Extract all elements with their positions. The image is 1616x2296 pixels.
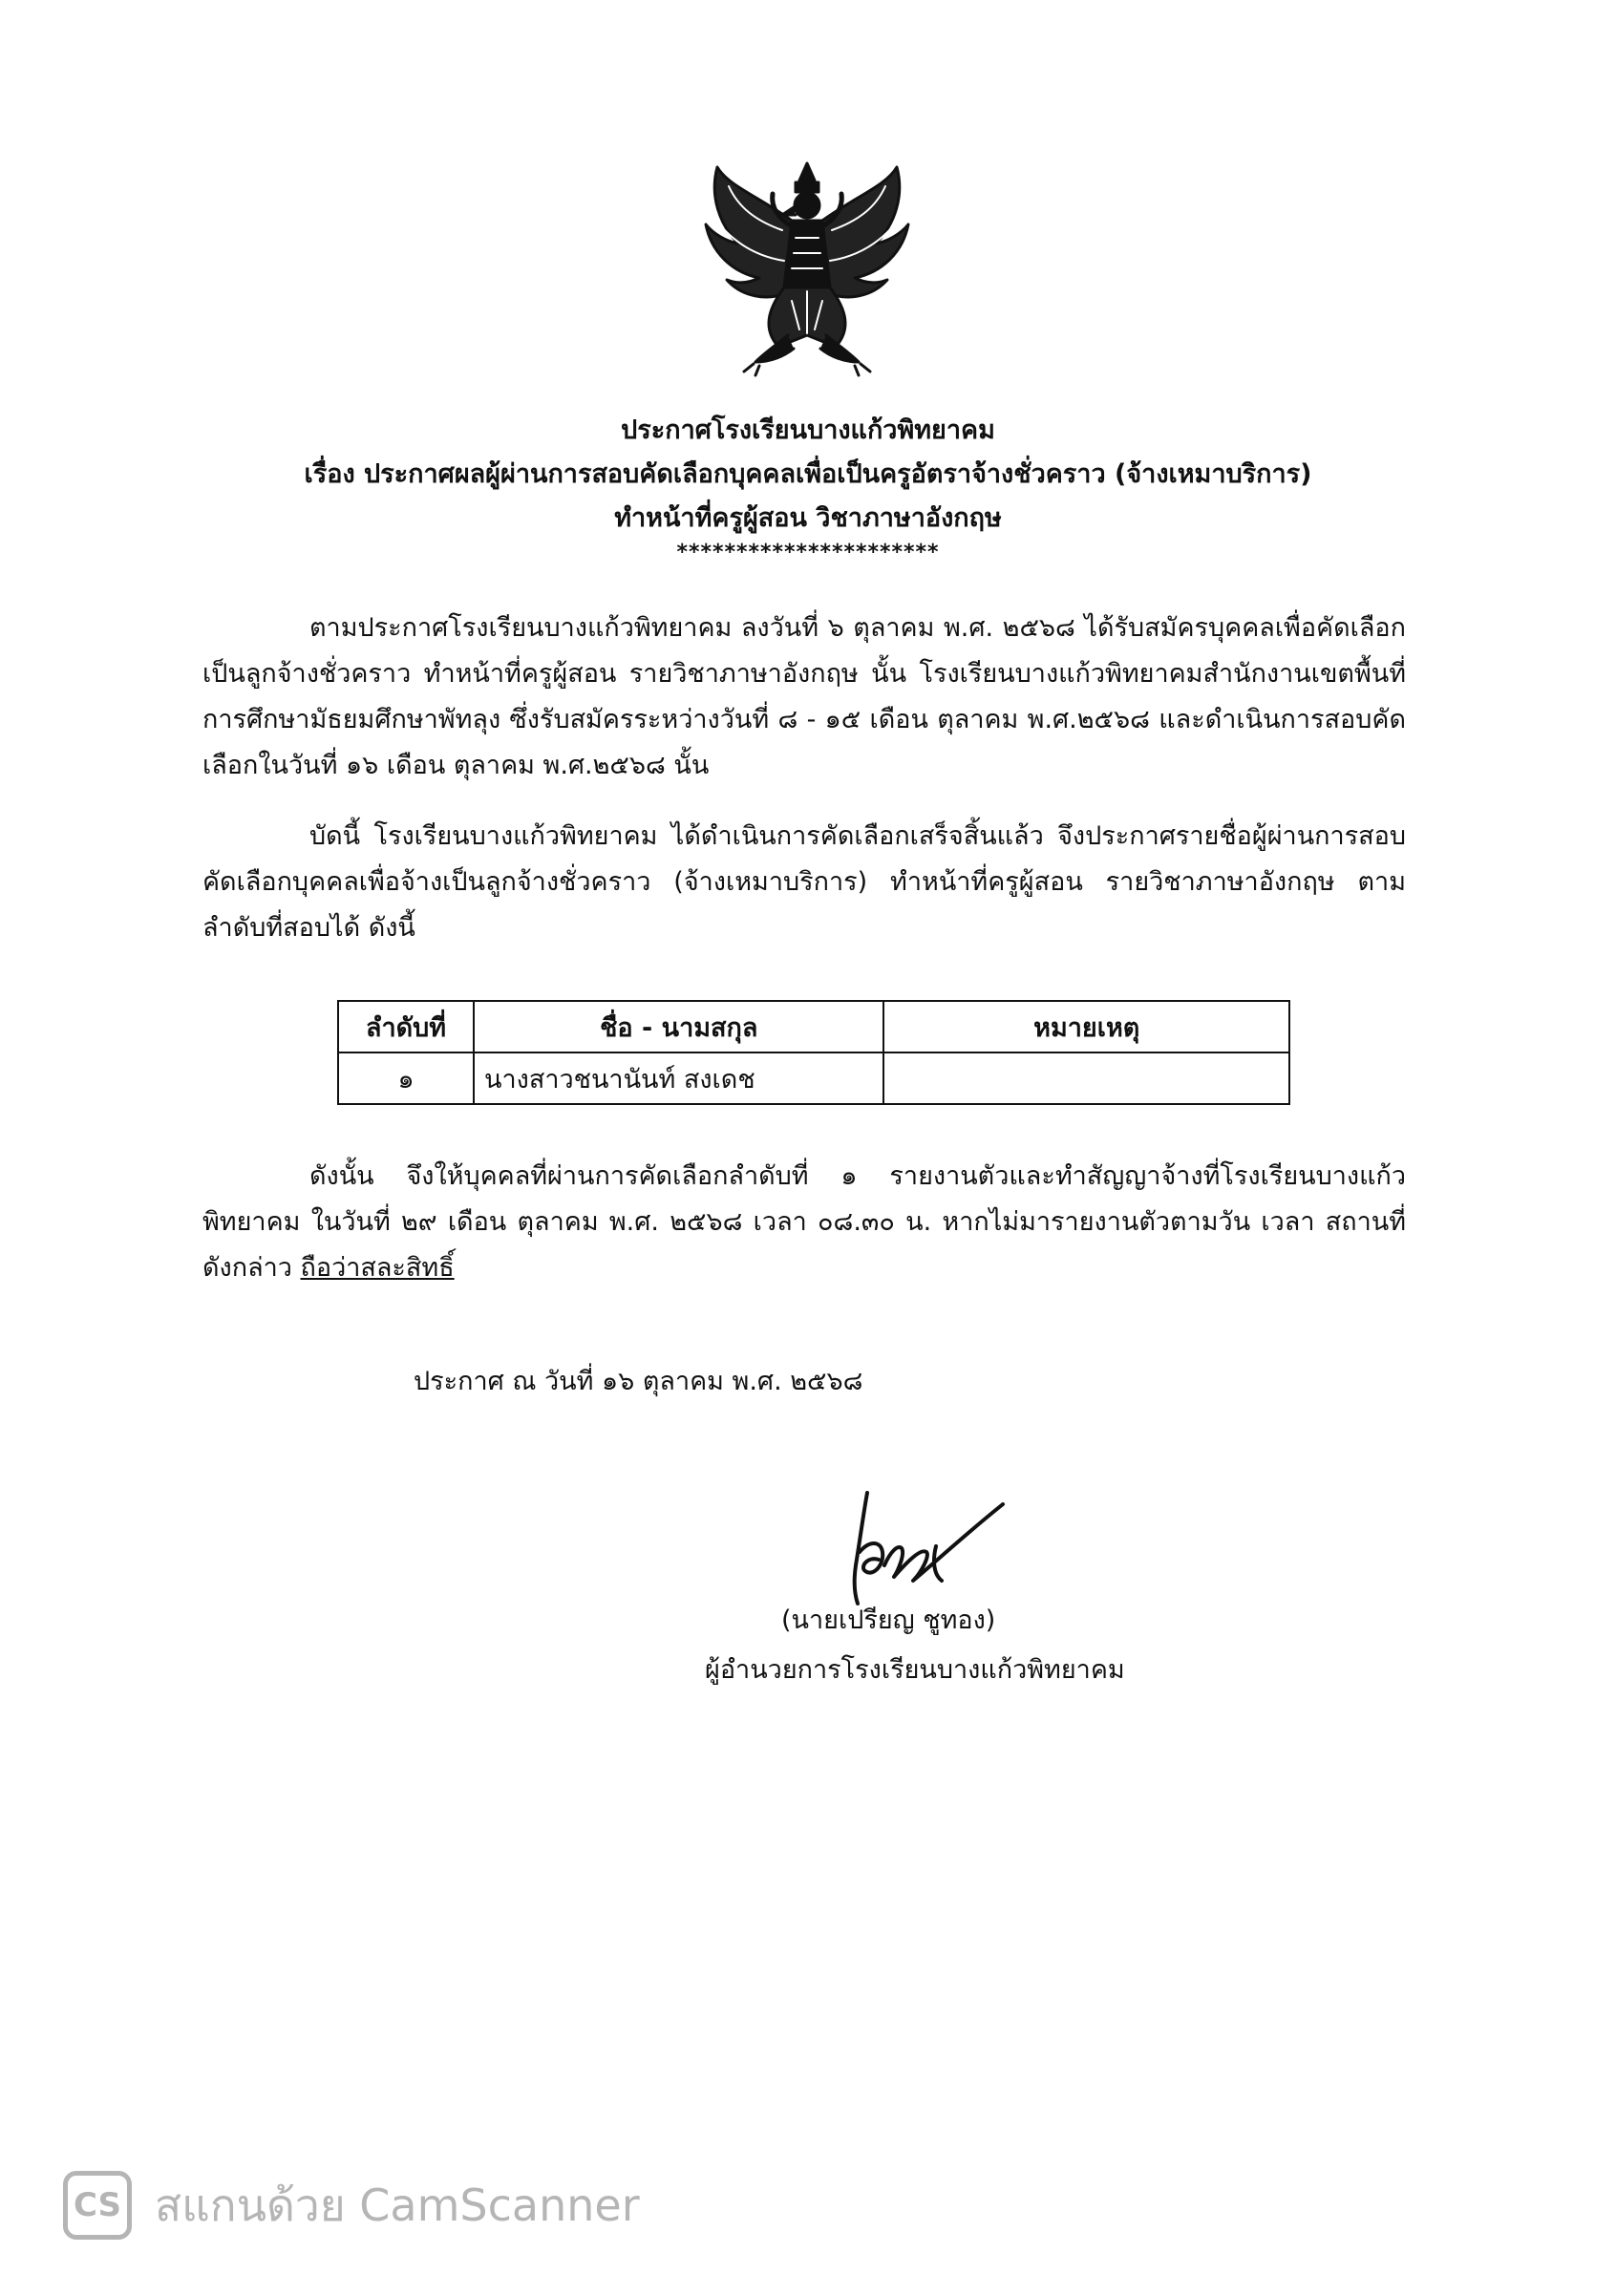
cell-name: นางสาวชนานันท์ สงเดช	[474, 1052, 883, 1104]
table-header-row	[338, 1001, 1289, 1052]
camscanner-watermark	[63, 2168, 640, 2243]
camscanner-logo-icon: CS	[63, 2171, 132, 2240]
paragraph-background-text: ตามประกาศโรงเรียนบางแก้วพิทยาคม ลงวันที่ ๖ ตุลาคม พ.ศ. ๒๕๖๘ ได้รับสมัครบุคคลเพื่อคัดเลือกเป็นลูกจ้างชั่วคราว ทำหน้าที่ครูผู้สอน รายวิชาภาษาอังกฤษ นั้น โรงเรียนบางแก้วพิทยาคมสำนักงานเขตพื้นที่การศึกษามัธยมศึกษาพัทลุง ซึ่งรับสมัครระหว่างวันที่ ๘ - ๑๕ เดือน ตุลาคม พ.ศ.๒๕๖๘ และดำเนินการสอบคัดเลือกในวันที่ ๑๖ เดือน ตุลาคม พ.ศ.๒๕๖๘ นั้น	[202, 613, 1406, 780]
cell-remark	[883, 1052, 1289, 1104]
announcement-subject-continued: ทำหน้าที่ครูผู้สอน วิชาภาษาอังกฤษ	[614, 503, 1002, 533]
signer-title: ผู้อำนวยการโรงเรียนบางแก้วพิทยาคม	[705, 1655, 1125, 1685]
announcement-date: ประกาศ ณ วันที่ ๑๖ ตุลาคม พ.ศ. ๒๕๖๘	[414, 1367, 863, 1396]
paragraph-background	[202, 606, 1406, 789]
handwritten-signature	[821, 1485, 1012, 1609]
results-table	[337, 1000, 1290, 1105]
paragraph-instruction	[202, 1154, 1406, 1291]
column-header-remark: หมายเหตุ	[883, 1001, 1289, 1052]
cell-order: ๑	[338, 1052, 474, 1104]
column-header-name: ชื่อ - นามสกุล	[474, 1001, 883, 1052]
header-separator: **********************	[676, 541, 940, 564]
paragraph-result	[202, 814, 1406, 951]
watermark-text: สแกนด้วย CamScanner	[155, 2179, 640, 2231]
column-header-order: ลำดับที่	[338, 1001, 474, 1052]
paragraph-result-text: บัดนี้ โรงเรียนบางแก้วพิทยาคม ได้ดำเนินการคัดเลือกเสร็จสิ้นแล้ว จึงประกาศรายชื่อผู้ผ่านการสอบคัดเลือกบุคคลเพื่อจ้างเป็นลูกจ้างชั่วคราว (จ้างเหมาบริการ) ทำหน้าที่ครูผู้สอน รายวิชาภาษาอังกฤษ ตามลำดับที่สอบได้ ดังนี้	[202, 821, 1406, 943]
forfeit-notice: ถือว่าสละสิทธิ์	[300, 1253, 455, 1283]
paragraph-instruction-text: ดังนั้น จึงให้บุคคลที่ผ่านการคัดเลือกลำดับที่ ๑ รายงานตัวและทำสัญญาจ้างที่โรงเรียนบางแก้วพิทยาคม ในวันที่ ๒๙ เดือน ตุลาคม พ.ศ. ๒๕๖๘ เวลา ๐๘.๓๐ น. หากไม่มารายงานตัวตามวัน เวลา สถานที่ ดังกล่าว	[202, 1161, 1406, 1283]
garuda-emblem-icon	[700, 158, 915, 377]
table-row	[338, 1052, 1289, 1104]
announcement-subject: เรื่อง ประกาศผลผู้ผ่านการสอบคัดเลือกบุคคลเพื่อเป็นครูอัตราจ้างชั่วคราว (จ้างเหมาบริการ)	[304, 459, 1312, 489]
announcement-title: ประกาศโรงเรียนบางแก้วพิทยาคม	[621, 415, 995, 445]
announcement-header	[0, 409, 1616, 565]
signer-name: (นายเปรียญ ชูทอง)	[781, 1605, 996, 1635]
